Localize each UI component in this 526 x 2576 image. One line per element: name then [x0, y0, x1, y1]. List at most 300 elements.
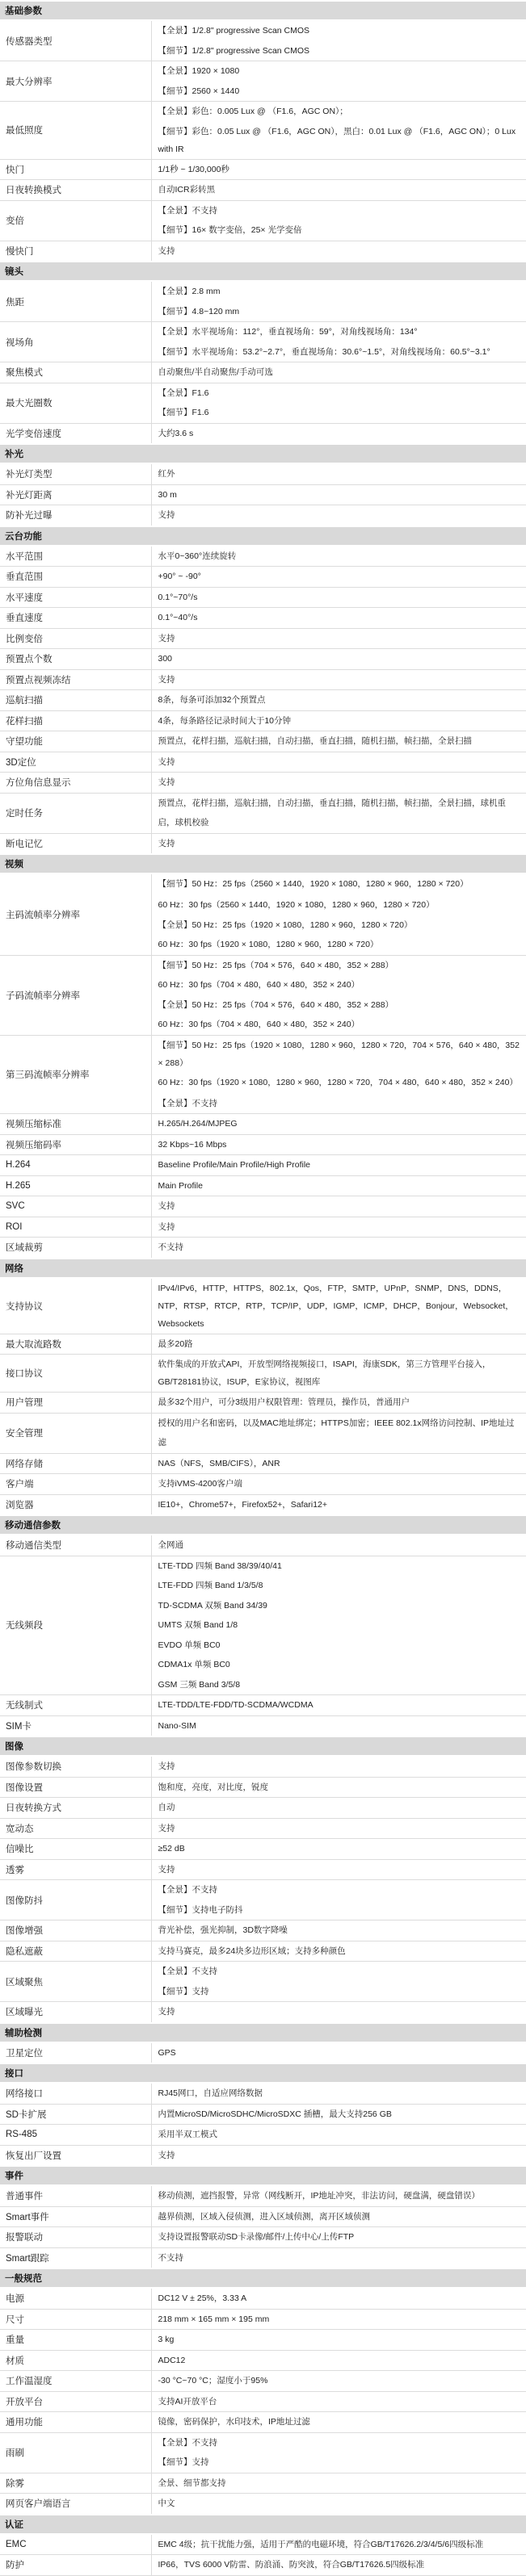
spec-row [0, 2125, 526, 2146]
spec-value-line: 支持 [158, 674, 175, 685]
spec-value [151, 2083, 526, 2104]
spec-value-line: 自动ICR彩转黑 [158, 185, 216, 195]
spec-label: 3D定位 [0, 752, 151, 773]
spec-label: ROI [0, 1217, 151, 1238]
spec-label: 补光灯距离 [0, 484, 151, 505]
spec-value-line: RJ45网口，自适应网络数据 [158, 2088, 263, 2098]
spec-value [151, 710, 526, 731]
spec-value-line: EVDO 单频 BC0 [158, 1640, 221, 1650]
spec-value [151, 423, 526, 444]
spec-row [0, 587, 526, 608]
spec-row [0, 102, 526, 160]
spec-value [151, 1413, 526, 1453]
spec-row [0, 1355, 526, 1393]
spec-label: 比例变倍 [0, 628, 151, 649]
spec-value [151, 1278, 526, 1334]
spec-value-line: -30 °C~70 °C；湿度小于95% [158, 2376, 268, 2385]
spec-label: 第三码流帧率分辨率 [0, 1035, 151, 1114]
spec-label: 最大光圈数 [0, 383, 151, 423]
spec-row [0, 2391, 526, 2412]
spec-value [151, 2534, 526, 2555]
spec-value [151, 180, 526, 201]
spec-row [0, 2206, 526, 2227]
spec-value [151, 1880, 526, 1920]
spec-value-line: LTE-FDD 四频 Band 1/3/5/8 [158, 1581, 263, 1590]
spec-value [151, 1859, 526, 1880]
spec-label: 报警联动 [0, 2227, 151, 2248]
spec-row [0, 241, 526, 262]
spec-label: 网络接口 [0, 2083, 151, 2104]
spec-value-line: 【细节】50 Hz：25 fps（704 × 576，640 × 480，352 × 288） [158, 960, 394, 970]
spec-row [0, 362, 526, 383]
section-title: 补光 [0, 444, 526, 463]
spec-value-line: 60 Hz：30 fps（704 × 480，640 × 480，352 × 240） [158, 1020, 360, 1029]
spec-row [0, 2494, 526, 2515]
spec-row [0, 1217, 526, 1238]
spec-row [0, 1756, 526, 1777]
spec-value [151, 2145, 526, 2166]
spec-label: 聚焦模式 [0, 362, 151, 383]
spec-row [0, 484, 526, 505]
spec-value-line: 支持 [158, 2007, 175, 2017]
spec-value [151, 2555, 526, 2576]
section-title: 图像 [0, 1736, 526, 1756]
spec-value-line: LTE-TDD/LTE-FDD/TD-SCDMA/WCDMA [158, 1700, 313, 1710]
spec-value [151, 281, 526, 322]
spec-value-line: 支持 [158, 2150, 175, 2160]
spec-label: 用户管理 [0, 1393, 151, 1414]
spec-value-line: 支持 [158, 1201, 175, 1211]
spec-row [0, 2412, 526, 2433]
spec-value [151, 628, 526, 649]
spec-label: 断电记忆 [0, 833, 151, 854]
spec-label: 恢复出厂设置 [0, 2145, 151, 2166]
spec-value-line: 自动聚焦/半自动聚焦/手动可选 [158, 367, 273, 377]
spec-value-line: 60 Hz：30 fps（1920 × 1080，1280 × 960，1280 × 720） [158, 940, 379, 949]
spec-row [0, 200, 526, 241]
spec-row [0, 2432, 526, 2473]
section-header [0, 2515, 526, 2534]
spec-row [0, 1839, 526, 1860]
spec-value-line: 内置MicroSD/MicroSDHC/MicroSDXC 插槽，最大支持256 GB [158, 2109, 392, 2119]
spec-value-line: 支持 [158, 1761, 175, 1771]
spec-value-line: EMC 4级；抗干扰能力强，适用于严酷的电磁环境，符合GB/T17626.2/3/4/5/6四级标准 [158, 2539, 484, 2549]
spec-value-line: GSM 三频 Band 3/5/8 [158, 1679, 241, 1690]
spec-value-line: 60 Hz：30 fps（704 × 480，640 × 480，352 × 240） [158, 980, 360, 990]
spec-value-line: 水平0~360°连续旋转 [158, 551, 237, 561]
spec-value-line: 【细节】支持电子防抖 [158, 1904, 243, 1915]
spec-value-line: 支持 [158, 1864, 175, 1874]
spec-value [151, 1798, 526, 1819]
spec-value-line: 【全景】F1.6 [158, 387, 209, 398]
spec-value-line: +90° ~ -90° [158, 572, 201, 581]
spec-row [0, 2473, 526, 2494]
spec-value [151, 793, 526, 833]
spec-value [151, 546, 526, 567]
spec-label: 焦距 [0, 281, 151, 322]
spec-value [151, 2002, 526, 2023]
spec-label: 信噪比 [0, 1839, 151, 1860]
spec-value [151, 1695, 526, 1716]
spec-value-line: 【全景】不支持 [158, 1967, 217, 1976]
spec-value [151, 1114, 526, 1135]
section-header [0, 262, 526, 281]
section-header [0, 2063, 526, 2083]
spec-value-line: 不支持 [158, 1242, 183, 1252]
spec-row [0, 752, 526, 773]
spec-value-line: 支持 [158, 245, 175, 256]
spec-row [0, 2330, 526, 2351]
spec-value [151, 1556, 526, 1695]
section-title: 基础参数 [0, 1, 526, 20]
spec-row [0, 669, 526, 690]
spec-value-line: 预置点，花样扫描，巡航扫描，自动扫描，垂直扫描，随机扫描，帧扫描，全景扫描 [158, 736, 472, 746]
spec-row [0, 955, 526, 1035]
spec-label: 快门 [0, 159, 151, 180]
spec-value [151, 833, 526, 854]
spec-value-line: 8条，每条可添加32个预置点 [158, 695, 266, 705]
spec-label: 材质 [0, 2350, 151, 2371]
spec-row [0, 1114, 526, 1135]
spec-value-line: 镜像，密码保护，水印技术，IP地址过滤 [158, 2417, 310, 2427]
spec-label: 守望功能 [0, 731, 151, 752]
spec-row [0, 1413, 526, 1453]
spec-value [151, 2104, 526, 2125]
spec-label: 图像参数切换 [0, 1756, 151, 1777]
spec-value-line: 支持AI开放平台 [158, 2396, 217, 2406]
spec-label: 透雾 [0, 1859, 151, 1880]
spec-row [0, 1393, 526, 1414]
spec-value-line: 【细节】16× 数字变倍，25× 光学变倍 [158, 225, 302, 235]
spec-value-line: 0.1°~40°/s [158, 613, 198, 622]
spec-value [151, 1355, 526, 1393]
spec-row [0, 1035, 526, 1114]
spec-value [151, 1196, 526, 1217]
section-header [0, 1515, 526, 1535]
spec-label: 最低照度 [0, 102, 151, 160]
spec-label: 无线频段 [0, 1556, 151, 1695]
spec-value-line: 【细节】2560 × 1440 [158, 86, 240, 96]
spec-label: 重量 [0, 2330, 151, 2351]
spec-value-line: Nano-SIM [158, 1720, 196, 1731]
spec-value-line: 【全景】2.8 mm [158, 287, 221, 296]
spec-value [151, 649, 526, 670]
spec-label: 区域曝光 [0, 2002, 151, 2023]
spec-row [0, 1453, 526, 1474]
spec-value [151, 1777, 526, 1798]
spec-row [0, 1962, 526, 2002]
spec-row [0, 2227, 526, 2248]
spec-label: 图像防抖 [0, 1880, 151, 1920]
spec-row [0, 383, 526, 423]
spec-row [0, 505, 526, 526]
spec-label: SVC [0, 1196, 151, 1217]
spec-value [151, 1474, 526, 1495]
spec-value [151, 2309, 526, 2330]
spec-label: 方位角信息显示 [0, 773, 151, 794]
section-title: 镜头 [0, 262, 526, 281]
spec-value [151, 587, 526, 608]
spec-value [151, 1839, 526, 1860]
spec-value [151, 159, 526, 180]
spec-label: 补光灯类型 [0, 463, 151, 484]
spec-value-line: 300 [158, 654, 173, 664]
spec-value [151, 1535, 526, 1556]
spec-value [151, 102, 526, 160]
spec-value [151, 1035, 526, 1114]
spec-value-line: 全景、细节都支持 [158, 2478, 226, 2488]
spec-label: 隐私遮蔽 [0, 1941, 151, 1962]
spec-label: H.265 [0, 1175, 151, 1196]
spec-value-line: 0.1°~70°/s [158, 592, 198, 602]
spec-value [151, 608, 526, 629]
spec-label: 防补光过曝 [0, 505, 151, 526]
section-header [0, 2268, 526, 2288]
spec-row [0, 1535, 526, 1556]
spec-value [151, 2247, 526, 2268]
spec-value [151, 955, 526, 1035]
spec-value-line: 背光补偿，强光抑制，3D数字降噪 [158, 1925, 288, 1935]
spec-label: 除雾 [0, 2473, 151, 2494]
spec-label: 宽动态 [0, 1818, 151, 1839]
spec-label: 区域聚焦 [0, 1962, 151, 2002]
spec-value-line: 30 m [158, 489, 177, 500]
spec-row [0, 1941, 526, 1962]
spec-row [0, 773, 526, 794]
section-title: 一般规范 [0, 2268, 526, 2288]
spec-label: 日夜转换方式 [0, 1798, 151, 1819]
spec-label: EMC [0, 2534, 151, 2555]
spec-value-line: 【全景】1920 × 1080 [158, 66, 240, 76]
spec-value-line: 支持 [158, 1221, 175, 1232]
spec-row [0, 2309, 526, 2330]
spec-value [151, 690, 526, 711]
spec-row [0, 2350, 526, 2371]
spec-value-line: 【全景】50 Hz：25 fps（704 × 576，640 × 480，352 × 288） [158, 999, 394, 1010]
spec-label: 巡航扫描 [0, 690, 151, 711]
spec-row [0, 731, 526, 752]
spec-value [151, 2494, 526, 2515]
spec-value [151, 2042, 526, 2064]
spec-row [0, 690, 526, 711]
spec-value [151, 1238, 526, 1259]
spec-row [0, 61, 526, 102]
spec-value-line: 【全景】不支持 [158, 2437, 217, 2448]
spec-value [151, 1818, 526, 1839]
spec-value-line: 最多32个用户，可分3级用户权限管理：管理员，操作员，普通用户 [158, 1397, 410, 1407]
spec-row [0, 1175, 526, 1196]
spec-value-line: 【细节】50 Hz：25 fps（2560 × 1440，1920 × 1080，1280 × 960，1280 × 720） [158, 879, 469, 889]
spec-value [151, 873, 526, 955]
spec-row [0, 2104, 526, 2125]
spec-value [151, 2185, 526, 2206]
section-header [0, 1259, 526, 1278]
spec-value-line: TD-SCDMA 双频 Band 34/39 [158, 1600, 267, 1611]
spec-label: 视频压缩码率 [0, 1134, 151, 1155]
spec-row [0, 322, 526, 362]
spec-label: 视频压缩标准 [0, 1114, 151, 1135]
spec-value [151, 505, 526, 526]
spec-label: 无线制式 [0, 1695, 151, 1716]
section-header [0, 444, 526, 463]
spec-row [0, 2145, 526, 2166]
spec-label: 移动通信类型 [0, 1535, 151, 1556]
spec-row [0, 2288, 526, 2309]
spec-value-line: 218 mm × 165 mm × 195 mm [158, 2314, 270, 2324]
spec-value [151, 1334, 526, 1355]
spec-row [0, 1334, 526, 1355]
spec-value [151, 567, 526, 588]
spec-value-line: 支持 [158, 777, 175, 787]
spec-row [0, 2185, 526, 2206]
spec-row [0, 423, 526, 444]
spec-label: 安全管理 [0, 1413, 151, 1453]
spec-value-line: 60 Hz：30 fps（1920 × 1080，1280 × 960，1280 × 720，704 × 480，640 × 480，352 × 240） [158, 1077, 518, 1087]
spec-value [151, 1962, 526, 2002]
spec-value-line: 【细节】支持 [158, 2457, 209, 2467]
spec-label: 网络存储 [0, 1453, 151, 1474]
spec-value-line: 支持 [158, 756, 175, 767]
spec-row [0, 20, 526, 61]
spec-value [151, 2371, 526, 2392]
spec-label: 通用功能 [0, 2412, 151, 2433]
spec-label: 定时任务 [0, 793, 151, 833]
spec-row [0, 2002, 526, 2023]
spec-label: 防护 [0, 2555, 151, 2576]
spec-row [0, 1777, 526, 1798]
spec-label: 水平范围 [0, 546, 151, 567]
spec-row [0, 567, 526, 588]
spec-value-line: Baseline Profile/Main Profile/High Profile [158, 1160, 311, 1170]
spec-value-line: 【全景】彩色：0.005 Lux @ （F1.6，AGC ON）； [158, 107, 348, 116]
spec-row [0, 628, 526, 649]
spec-value-line: ≥52 dB [158, 1844, 185, 1853]
spec-row [0, 1196, 526, 1217]
spec-label: H.264 [0, 1155, 151, 1176]
spec-value [151, 362, 526, 383]
spec-label: 支持协议 [0, 1278, 151, 1334]
spec-value [151, 1715, 526, 1736]
section-title: 事件 [0, 2166, 526, 2185]
spec-value-line: 预置点，花样扫描，巡航扫描，自动扫描，垂直扫描，随机扫描，帧扫描，全景扫描，球机重启，球机校验 [158, 798, 506, 827]
spec-value [151, 1756, 526, 1777]
spec-row [0, 1238, 526, 1259]
spec-value-line: 【全景】不支持 [158, 1098, 217, 1108]
spec-row [0, 2247, 526, 2268]
spec-label: 变倍 [0, 200, 151, 241]
spec-value-line: 【全景】50 Hz：25 fps（1920 × 1080，1280 × 960，1280 × 720） [158, 919, 413, 930]
spec-value [151, 669, 526, 690]
section-title: 视频 [0, 854, 526, 873]
spec-value-line: 【细节】F1.6 [158, 408, 209, 417]
spec-value [151, 322, 526, 362]
spec-value-line: 支持设置报警联动SD卡录像/邮件/上传中心/上传FTP [158, 2232, 355, 2242]
spec-value-line: 3 kg [158, 2335, 175, 2344]
spec-value-line: 中文 [158, 2499, 175, 2508]
spec-label: 雨刷 [0, 2432, 151, 2473]
spec-value [151, 2391, 526, 2412]
spec-value-line: 全网通 [158, 1540, 183, 1550]
section-header [0, 526, 526, 546]
spec-label: 卫星定位 [0, 2042, 151, 2064]
spec-label: 水平速度 [0, 587, 151, 608]
spec-row [0, 710, 526, 731]
spec-row [0, 608, 526, 629]
spec-row [0, 1798, 526, 1819]
spec-row [0, 1920, 526, 1941]
spec-value-line: 支持 [158, 838, 175, 848]
spec-value-line: 【细节】彩色：0.05 Lux @ （F1.6，AGC ON），黑白：0.01 Lux @ （F1.6，AGC ON）；0 Lux with IR [158, 126, 516, 154]
spec-row [0, 1818, 526, 1839]
spec-label: 垂直速度 [0, 608, 151, 629]
spec-value-line: IP66，TVS 6000 V防雷、防浪涌、防突波，符合GB/T17626.5四级标准 [158, 2560, 425, 2570]
spec-table-body [0, 1, 526, 2575]
spec-row [0, 1474, 526, 1495]
spec-value [151, 463, 526, 484]
spec-value [151, 2288, 526, 2309]
spec-label: 客户端 [0, 1474, 151, 1495]
spec-value [151, 241, 526, 262]
spec-row [0, 1494, 526, 1515]
spec-row [0, 463, 526, 484]
spec-value [151, 1217, 526, 1238]
spec-label: 尺寸 [0, 2309, 151, 2330]
spec-row [0, 2555, 526, 2576]
spec-value [151, 484, 526, 505]
spec-value-line: 授权的用户名和密码，以及MAC地址绑定；HTTPS加密；IEEE 802.1x网络访问控制、IP地址过滤 [158, 1418, 515, 1447]
spec-row [0, 2042, 526, 2064]
spec-value-line: 移动侦测，遮挡报警，异常（网线断开，IP地址冲突，非法访问，硬盘满，硬盘错误） [158, 2191, 480, 2201]
spec-value-line: H.265/H.264/MJPEG [158, 1119, 238, 1129]
spec-value [151, 752, 526, 773]
section-header [0, 1, 526, 20]
spec-row [0, 1859, 526, 1880]
spec-value [151, 383, 526, 423]
spec-label: 慢快门 [0, 241, 151, 262]
spec-label: 最大取流路数 [0, 1334, 151, 1355]
spec-label: 最大分辨率 [0, 61, 151, 102]
spec-value [151, 2206, 526, 2227]
spec-row [0, 873, 526, 955]
spec-value [151, 2350, 526, 2371]
spec-value [151, 2125, 526, 2146]
spec-label: RS-485 [0, 2125, 151, 2146]
spec-label: 子码流帧率分辨率 [0, 955, 151, 1035]
spec-value-line: 最多20路 [158, 1338, 193, 1349]
spec-value [151, 2330, 526, 2351]
spec-value-line: 采用半双工模式 [158, 2130, 217, 2139]
spec-value [151, 200, 526, 241]
spec-label: Smart跟踪 [0, 2247, 151, 2268]
spec-value [151, 1453, 526, 1474]
spec-row [0, 159, 526, 180]
spec-label: 花样扫描 [0, 710, 151, 731]
spec-label: 网页客户端语言 [0, 2494, 151, 2515]
spec-label: 视场角 [0, 322, 151, 362]
spec-label: 图像增强 [0, 1920, 151, 1941]
spec-value [151, 731, 526, 752]
spec-label: Smart事件 [0, 2206, 151, 2227]
spec-value-line: CDMA1x 单频 BC0 [158, 1660, 230, 1669]
spec-value [151, 2473, 526, 2494]
section-header [0, 854, 526, 873]
spec-value-line: IPv4/IPv6，HTTP，HTTPS，802.1x，Qos，FTP，SMTP，UPnP，SNMP，DNS，DDNS，NTP，RTSP，RTCP，RTP，TCP/IP，UDP，IGMP，ICMP，DHCP，Bonjour，Websocket，Websockets [158, 1283, 514, 1329]
spec-value [151, 1155, 526, 1176]
spec-value-line: ADC12 [158, 2355, 186, 2365]
spec-value [151, 1393, 526, 1414]
spec-value-line: IE10+，Chrome57+，Firefox52+，Safari12+ [158, 1499, 328, 1510]
spec-label: 垂直范围 [0, 567, 151, 588]
